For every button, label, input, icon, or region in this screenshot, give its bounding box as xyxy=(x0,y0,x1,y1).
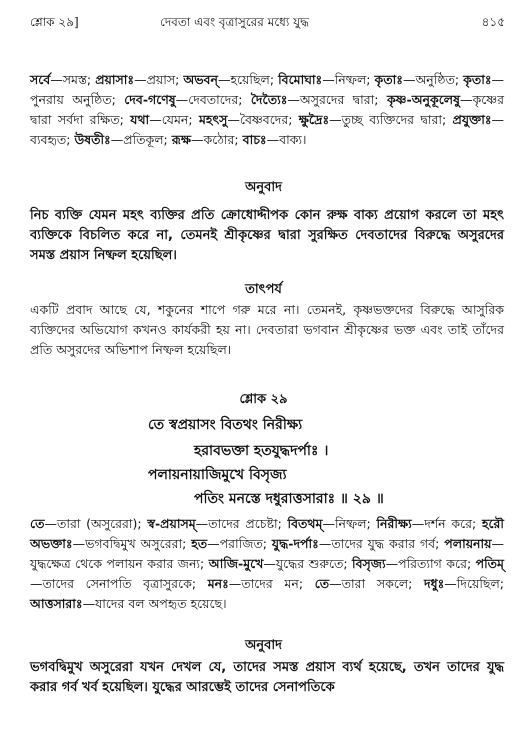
synonym-term: কৃষ্ণ-অনুকূলেষু xyxy=(386,92,460,107)
verse-line-1: তে স্বপ্রয়াসং বিতথং নিরীক্ষ্য xyxy=(148,417,303,433)
synonym-term: দধুঃ xyxy=(424,576,445,591)
synonym-term: উষতীঃ xyxy=(74,132,111,147)
translation-heading: অনুবাদ xyxy=(245,180,282,195)
synonym-meaning: —কঠোর; xyxy=(190,132,243,147)
synonyms-top xyxy=(30,70,504,150)
synonym-term: কৃতাঃ xyxy=(463,72,492,87)
translation-heading-2: অনুবাদ xyxy=(245,638,282,653)
synonym-meaning: —যুদ্ধক্ষেত্র থেকে পলায়ন করার জন্য; xyxy=(30,536,505,571)
synonym-term: যথা xyxy=(130,112,150,127)
synonym-term: দৈত্যৈঃ xyxy=(250,92,288,107)
synonym-meaning: —পরিত্যাগ করে; xyxy=(385,556,476,571)
synonym-meaning: —দেবতাদের; xyxy=(175,92,251,107)
synonym-term: মহৎসু xyxy=(198,112,228,127)
synonym-term: পলায়নায় xyxy=(444,536,492,551)
synonym-term: প্রয়াসাঃ xyxy=(95,72,135,87)
synonym-term: পতিম্ xyxy=(475,556,504,571)
synonym-term: তে xyxy=(30,516,45,531)
translation-text: ভগবদ্বিমুখ অসুরেরা যখন দেখল যে, তাদের সমস্ত প্রয়াস ব্যর্থ হয়েছে, তখন তাদের যুদ্ধ করার গর্ব খর্ব হয়েছিল। যুদ্ধের আরম্ভেই তাদের সেনাপতিকে xyxy=(30,660,504,695)
synonym-term: আজি-মুখে xyxy=(208,556,264,571)
synonym-meaning: —অসুরদের দ্বারা; xyxy=(287,92,387,107)
synonym-term: স্ব-প্রয়াসম্ xyxy=(147,516,196,531)
verse-line-3: পলায়নায়াজিমুখে বিসৃজ্য xyxy=(148,467,287,483)
synonym-meaning: —প্রতিকূল; xyxy=(110,132,172,147)
synonym-term: হত xyxy=(191,536,208,551)
synonym-meaning: —তাদের মন; xyxy=(228,576,315,591)
running-header xyxy=(30,12,505,34)
synonym-term: বিসৃজ্য xyxy=(352,556,386,571)
synonym-meaning: —পরাজিত; xyxy=(207,536,272,551)
synonym-meaning: —নিষ্ফল; xyxy=(322,72,375,87)
synonym-meaning: —তারা সকলে; xyxy=(329,576,425,591)
synonym-meaning: —দিয়েছিল; xyxy=(444,576,505,591)
synonym-term: হরৌ অভক্তাঃ xyxy=(30,516,504,551)
synonym-term: মনঃ xyxy=(207,576,229,591)
synonym-meaning: —অনুষ্ঠিত; xyxy=(402,72,464,87)
synonym-meaning: —হয়েছিল; xyxy=(217,72,279,87)
synonym-term: আত্তসারাঃ xyxy=(30,596,83,611)
synonyms-bottom xyxy=(30,514,504,614)
synonym-term: প্রযুক্তাঃ xyxy=(452,112,492,127)
synonym-term: অভবন্ xyxy=(183,72,218,87)
synonym-term: যুদ্ধ-দর্পাঃ xyxy=(271,536,319,551)
purport-text: একটি প্রবাদ আছে যে, শকুনের শাপে গরু মরে না। তেমনই, কৃষ্ণভক্তদের বিরুদ্ধে আসুরিক ব্যক্তিদের অভিযোগ কখনও কার্যকরী হয় না। দেবতারা ভগবান শ্রীকৃষ্ণের ভক্ত এবং তাই তাঁদের প্রতি অসুরদের অভিশাপ নিষ্ফল হয়েছিল। xyxy=(30,302,504,357)
synonym-meaning: —তাদের প্রচেষ্টা; xyxy=(195,516,288,531)
synonym-term: দেব-গণেষু xyxy=(124,92,176,107)
synonyms-paragraph xyxy=(30,514,504,614)
synonym-meaning: —তারা (অসুরেরা); xyxy=(44,516,148,531)
synonym-meaning: —যেমন; xyxy=(149,112,199,127)
synonym-meaning: —নিষ্ফল; xyxy=(322,516,377,531)
purport xyxy=(30,300,504,360)
synonyms-paragraph xyxy=(30,70,504,150)
synonym-meaning: —তাদের যুদ্ধ করার গর্ব; xyxy=(318,536,445,551)
page-number: ৪১৫ xyxy=(481,15,505,29)
synonym-meaning: —প্রয়াস; xyxy=(134,72,184,87)
sloka-number: শ্লোক ২৯ xyxy=(239,392,288,407)
synonym-meaning: —তুচ্ছ ব্যক্তিদের দ্বারা; xyxy=(329,112,453,127)
synonym-meaning: —বাক্য। xyxy=(266,132,307,147)
synonym-meaning: —দর্শন করে; xyxy=(411,516,482,531)
synonym-term: নিরীক্ষ্য xyxy=(376,516,412,531)
synonym-term: ক্ষুদ্রৈঃ xyxy=(298,112,330,127)
synonym-meaning: —যাদের বল অপহৃত হয়েছে। xyxy=(82,596,227,611)
synonym-term: রূক্ষ xyxy=(171,132,191,147)
synonym-term: কৃতাঃ xyxy=(374,72,403,87)
translation-2 xyxy=(30,658,504,698)
synonym-meaning: —কৃষ্ণের দ্বারা সর্বদা রক্ষিত; xyxy=(30,92,505,127)
synonym-term: বাচঃ xyxy=(242,132,267,147)
synonym-meaning: —সমস্ত; xyxy=(50,72,96,87)
header-verse-ref: শ্লোক ২৯] xyxy=(30,15,79,29)
synonym-meaning: —বৈষ্ণবদের; xyxy=(227,112,299,127)
synonym-meaning: —ব্যবহৃত; xyxy=(30,112,504,147)
synonym-term: বিতথম্ xyxy=(287,516,323,531)
purport-heading: তাৎপর্য xyxy=(245,282,282,297)
synonym-meaning: —ভগবদ্বিমুখ অসুরেরা; xyxy=(72,536,192,551)
header-chapter-title: দেবতা এবং বৃত্রাসুরের মধ্যে যুদ্ধ xyxy=(160,15,309,29)
synonym-meaning: —যুদ্ধের শুরুতে; xyxy=(263,556,352,571)
synonym-term: সর্বে xyxy=(30,72,51,87)
verse-line-2: হরাবভক্তা হতযুদ্ধদর্পাঃ । xyxy=(194,443,329,459)
synonym-meaning: —তাদের সেনাপতি বৃত্রাসুরকে; xyxy=(30,576,208,591)
synonym-term: তে xyxy=(314,576,330,591)
verse-line-4: পতিং মনস্তে দধুরাত্তসারাঃ ॥ ২৯ ॥ xyxy=(194,491,384,507)
synonym-term: বিমোঘাঃ xyxy=(278,72,323,87)
translation-1 xyxy=(30,206,504,266)
translation-text: নিচ ব্যক্তি যেমন মহৎ ব্যক্তির প্রতি ক্রোধোদ্দীপক কোন রুক্ষ বাক্য প্রয়োগ করলে তা মহৎ ব্যক্তিকে বিচলিত করে না, তেমনই শ্রীকৃষ্ণের দ্বারা সুরক্ষিত দেবতাদের বিরুদ্ধে অসুরদের সমস্ত প্রয়াস নিষ্ফল হয়েছিল। xyxy=(30,208,504,263)
synonym-meaning: —পুনরায় অনুষ্ঠিত; xyxy=(30,72,504,107)
